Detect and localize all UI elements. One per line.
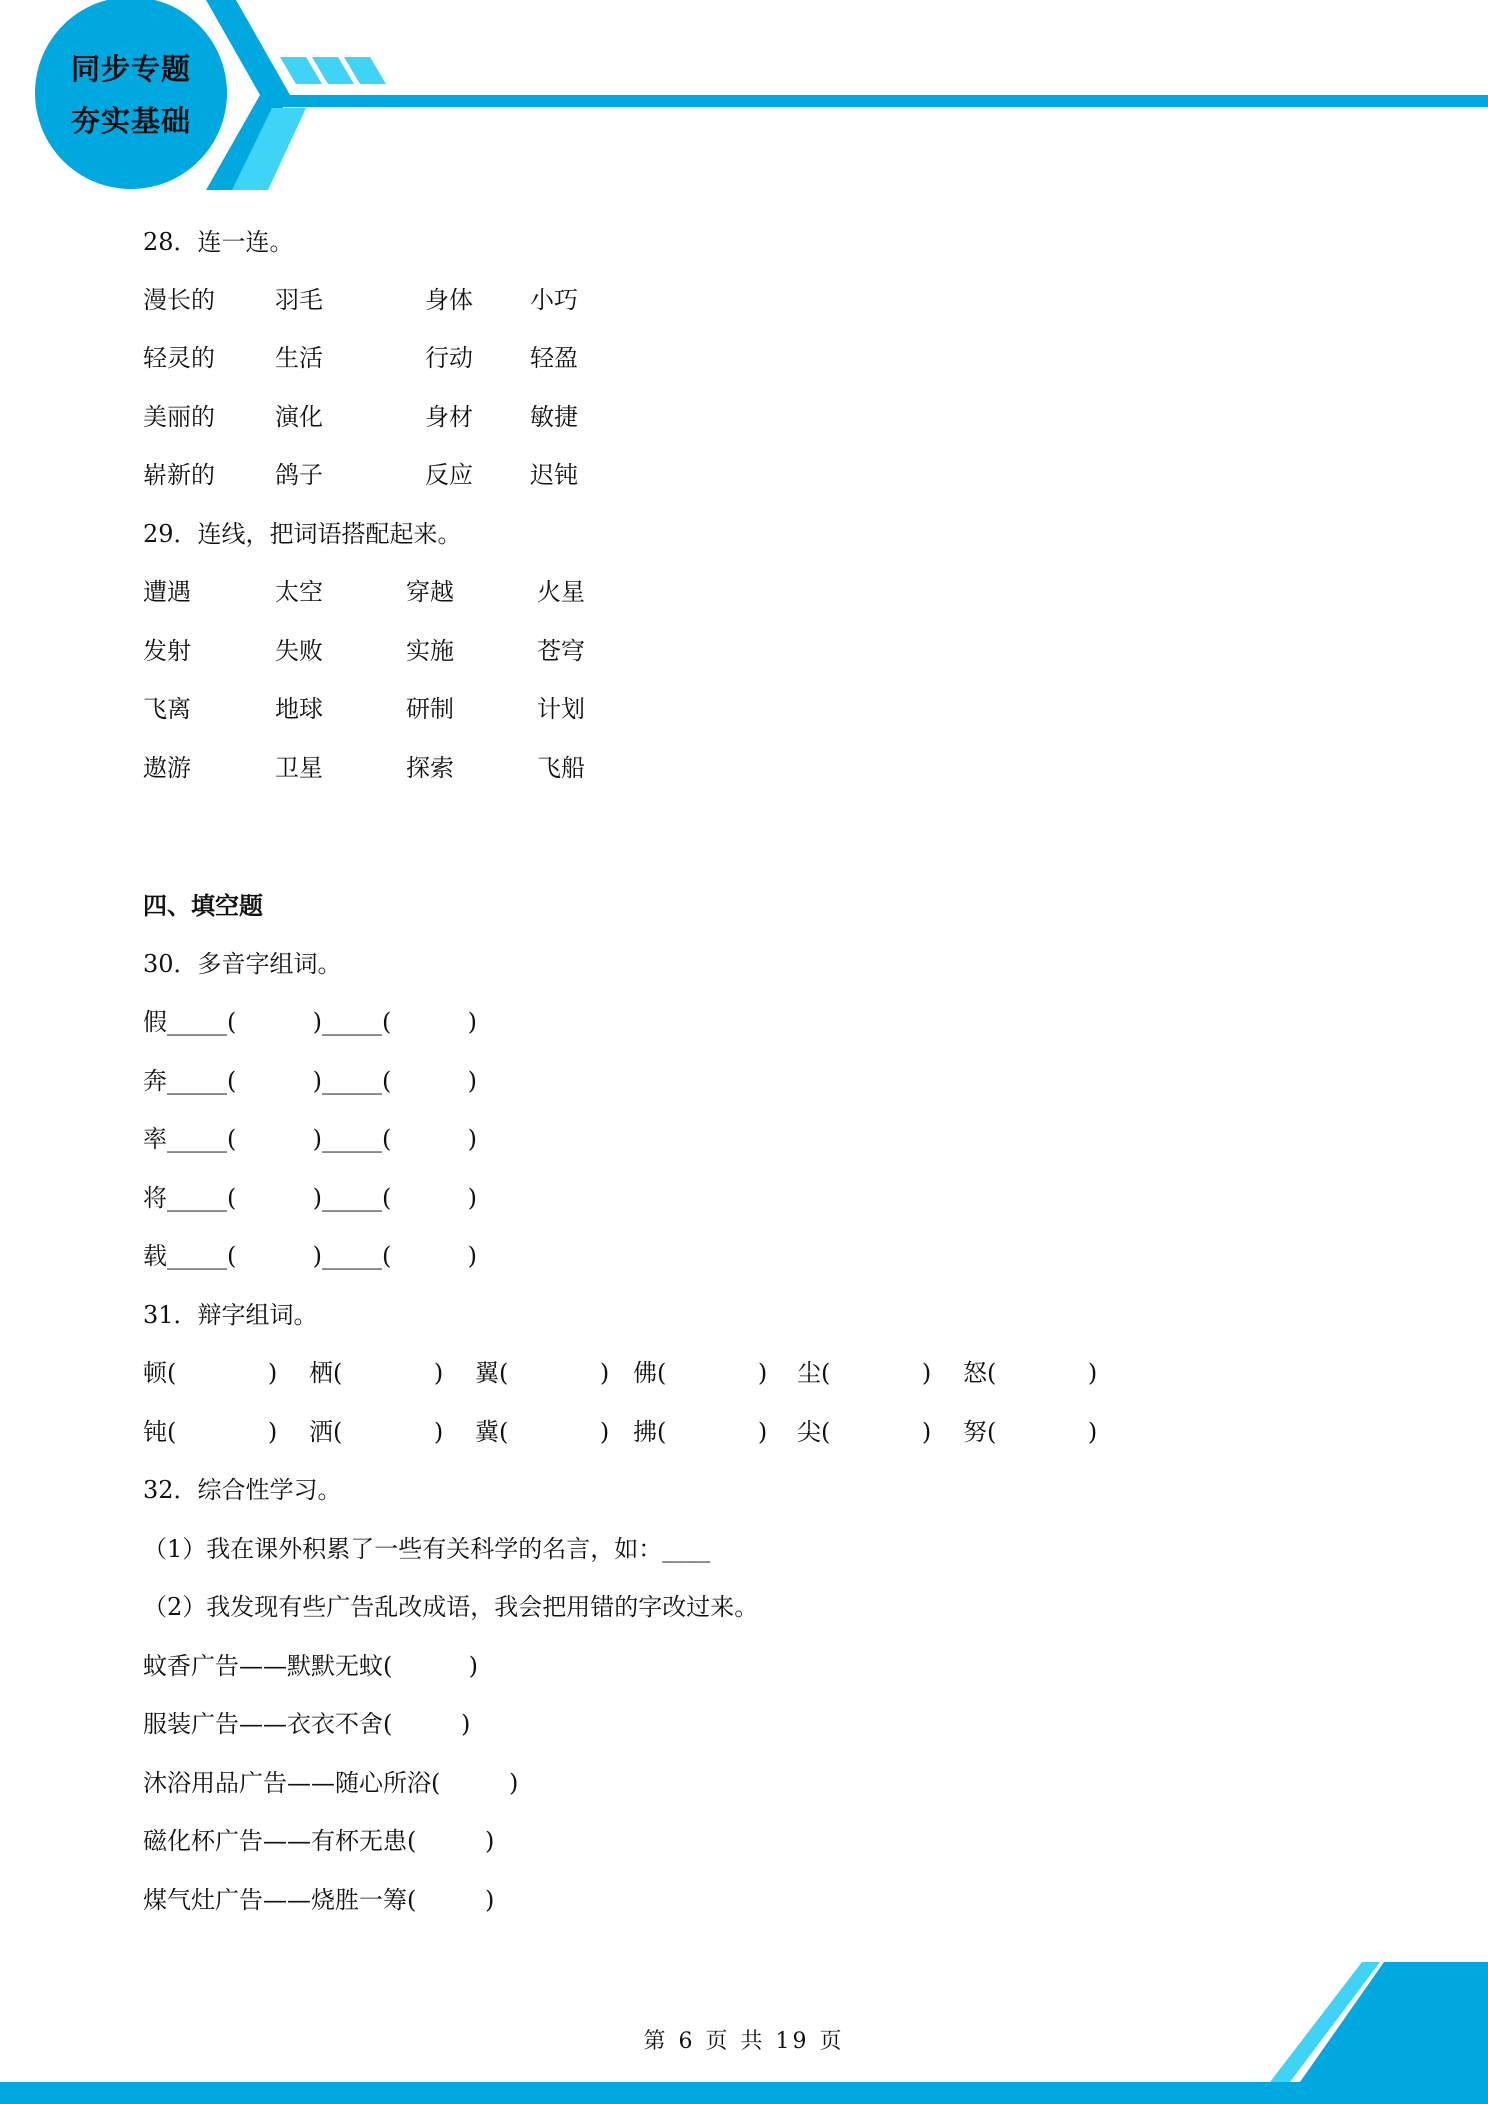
- q30-row: 奔_____( )_____( ): [143, 1067, 478, 1095]
- q31-item: 怒( ): [963, 1359, 1098, 1387]
- q29-word: 计划: [537, 695, 585, 723]
- q28-word: 轻灵的: [143, 344, 215, 372]
- q32-ad-row: 磁化杯广告——有杯无患( ): [143, 1827, 495, 1855]
- q31-item: 冀( ): [475, 1418, 610, 1446]
- q29-word: 苍穹: [537, 637, 585, 665]
- question-28-title: 28．连一连。: [143, 228, 294, 256]
- badge-line-1: 同步专题: [70, 52, 191, 86]
- q29-word: 实施: [406, 637, 454, 665]
- q28-word: 生活: [275, 344, 323, 372]
- q29-word: 发射: [143, 637, 191, 665]
- question-31-title: 31．辩字组词。: [143, 1301, 318, 1329]
- q32-part-1: （1）我在课外积累了一些有关科学的名言，如：____: [143, 1535, 711, 1563]
- badge-line-2: 夯实基础: [70, 104, 191, 138]
- q32-ad-row: 煤气灶广告——烧胜一筹( ): [143, 1886, 495, 1914]
- q28-word: 演化: [275, 403, 323, 431]
- q29-word: 遭遇: [143, 578, 191, 606]
- q31-item: 钝( ): [143, 1418, 278, 1446]
- q28-word: 身材: [425, 403, 473, 431]
- q31-item: 佛( ): [633, 1359, 768, 1387]
- q28-word: 反应: [425, 461, 473, 489]
- question-30-title: 30．多音字组词。: [143, 950, 342, 978]
- q28-word: 羽毛: [275, 286, 323, 314]
- q32-ad-row: 蚊香广告——默默无蚊( ): [143, 1652, 479, 1680]
- q28-word: 行动: [425, 344, 473, 372]
- q29-word: 飞船: [537, 754, 585, 782]
- q32-ad-row: 服装广告——衣衣不舍( ): [143, 1710, 471, 1738]
- q28-word: 美丽的: [143, 403, 215, 431]
- section-heading-fill-blank: 四、填空题: [143, 892, 263, 920]
- q28-word: 轻盈: [530, 344, 578, 372]
- q29-word: 地球: [275, 695, 323, 723]
- q30-row: 假_____( )_____( ): [143, 1008, 478, 1036]
- q29-word: 失败: [275, 637, 323, 665]
- header-accent-bar: [260, 95, 1488, 107]
- q29-word: 研制: [406, 695, 454, 723]
- q31-item: 尘( ): [797, 1359, 932, 1387]
- q28-word: 鸽子: [275, 461, 323, 489]
- footer-accent-bar: [0, 2082, 1488, 2104]
- q30-row: 载_____( )_____( ): [143, 1242, 478, 1270]
- question-29-title: 29．连线，把词语搭配起来。: [143, 520, 462, 548]
- q32-ad-row: 沐浴用品广告——随心所浴( ): [143, 1769, 519, 1797]
- q30-row: 率_____( )_____( ): [143, 1125, 478, 1153]
- q31-item: 努( ): [963, 1418, 1098, 1446]
- q29-word: 探索: [406, 754, 454, 782]
- q28-word: 崭新的: [143, 461, 215, 489]
- q29-word: 遨游: [143, 754, 191, 782]
- q31-item: 拂( ): [633, 1418, 768, 1446]
- q31-item: 尖( ): [797, 1418, 932, 1446]
- q31-item: 顿( ): [143, 1359, 278, 1387]
- page-number: 第 6 页 共 19 页: [643, 2029, 845, 2054]
- q31-item: 翼( ): [475, 1359, 610, 1387]
- q29-word: 太空: [275, 578, 323, 606]
- q28-word: 漫长的: [143, 286, 215, 314]
- q29-word: 火星: [537, 578, 585, 606]
- q31-item: 洒( ): [309, 1418, 444, 1446]
- q29-word: 穿越: [406, 578, 454, 606]
- q30-row: 将_____( )_____( ): [143, 1184, 478, 1212]
- q31-item: 栖( ): [309, 1359, 444, 1387]
- q28-word: 身体: [425, 286, 473, 314]
- q28-word: 迟钝: [530, 461, 578, 489]
- header-badge: [36, 0, 226, 190]
- q28-word: 敏捷: [530, 403, 578, 431]
- q29-word: 卫星: [275, 754, 323, 782]
- q28-word: 小巧: [530, 286, 578, 314]
- q29-word: 飞离: [143, 695, 191, 723]
- q32-part-2: （2）我发现有些广告乱改成语，我会把用错的字改过来。: [143, 1593, 759, 1621]
- question-32-title: 32．综合性学习。: [143, 1476, 342, 1504]
